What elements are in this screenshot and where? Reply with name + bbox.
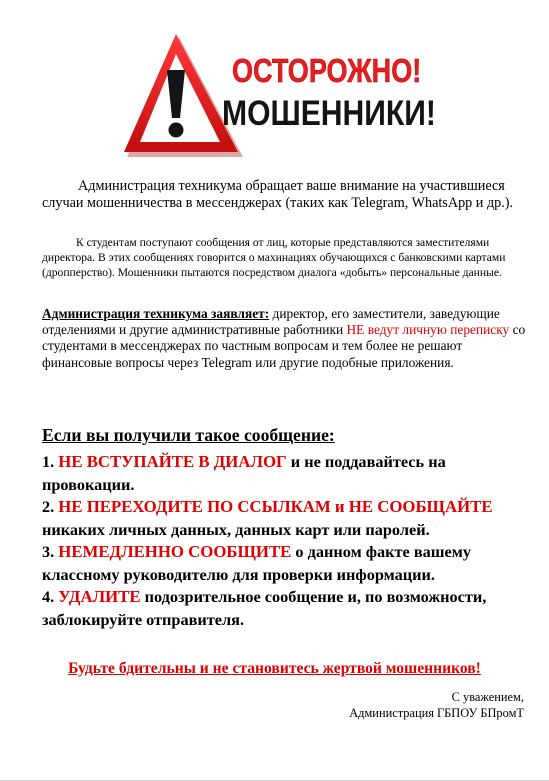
step-text: никаких личных данных, данных карт или паролей. <box>42 519 430 539</box>
step-number: 4. <box>42 587 59 606</box>
step-text: подозрительное сообщение и, по возможности, заблокируйте отправителя. <box>42 587 487 629</box>
vigilance-warning: Будьте бдительны и не становитесь жертвой мошенников! <box>68 660 481 677</box>
step-highlight: НЕ ВСТУПАЙТЕ В ДИАЛОГ <box>58 452 287 471</box>
statement-lead: Администрация техникума заявляет: <box>42 306 270 321</box>
steps-list <box>42 451 532 631</box>
warning-title: ОСТОРОЖНО! <box>232 52 422 89</box>
details-paragraph: К студентам поступают сообщения от лиц, которые представляются заместителями директора. В этих сообщениях говорится о махинациях обучающихся с банковскими картами (дропперство). Мошенники пытаются посредством диалога «добыть» персональные данные. <box>42 236 506 279</box>
regards-line: С уважением, <box>451 690 524 704</box>
step-number: 2. <box>42 497 59 516</box>
step-number: 1. <box>42 452 59 471</box>
step-item <box>42 496 532 541</box>
step-highlight: НЕ ПЕРЕХОДИТЕ ПО ССЫЛКАМ и НЕ СООБЩАЙТЕ <box>58 497 493 516</box>
statement-text-2: со студентами в мессенджерах по частным вопросам и тем более не решают финансовые вопросы через Telegram или другие подобные приложения. <box>42 322 526 370</box>
step-highlight: УДАЛИТЕ <box>58 587 141 606</box>
step-highlight: НЕМЕДЛЕННО СООБЩИТЕ <box>58 542 292 561</box>
step-item <box>42 541 532 586</box>
step-number: 3. <box>42 542 59 561</box>
signature-line: Администрация ГБПОУ БПромТ <box>349 705 524 720</box>
signature-block <box>349 690 524 721</box>
step-text: о данном факте вашему классному руководителю для проверки информации. <box>42 542 471 584</box>
step-text: и не поддавайтесь на провокации. <box>42 452 446 494</box>
statement-highlight: НЕ ведут личную переписку <box>346 322 510 338</box>
steps-heading: Если вы получили такое сообщение: <box>42 425 335 445</box>
intro-paragraph: Администрация техникума обращает ваше внимание на участившиеся случаи мошенничества в мессенджерах (таких как Telegram, WhatsApp и др.). <box>42 178 514 211</box>
statement-paragraph <box>42 306 526 371</box>
warning-subtitle: МОШЕННИКИ! <box>222 94 436 133</box>
statement-text-1: директор, его заместители, заведующие отделениями и другие административные работники <box>42 306 500 338</box>
step-item <box>42 451 532 496</box>
step-item <box>42 586 532 631</box>
